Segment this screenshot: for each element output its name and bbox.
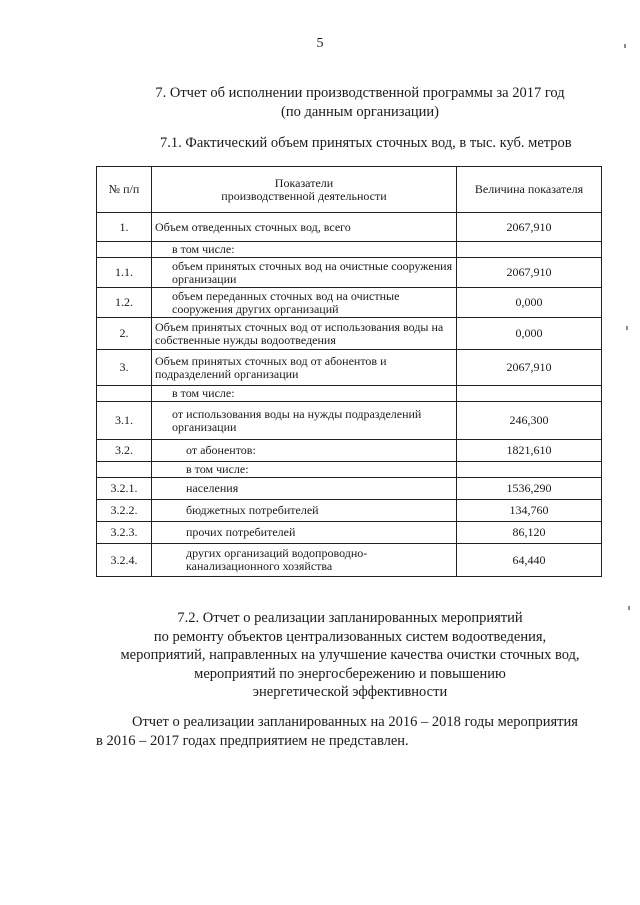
row-num: 3.2.4. xyxy=(97,544,152,577)
row-value: 0,000 xyxy=(457,318,602,350)
row-label: Объем отведенных сточных вод, всего xyxy=(152,213,457,242)
scan-mark xyxy=(624,44,626,48)
table-row xyxy=(97,258,602,288)
section-7-2-line1: 7.2. Отчет о реализации запланированных мероприятий xyxy=(177,610,523,626)
row-value xyxy=(457,462,602,478)
row-label: бюджетных потребителей xyxy=(152,500,457,522)
table-row xyxy=(97,462,602,478)
table-row xyxy=(97,386,602,402)
paragraph-line1: Отчет о реализации запланированных на 2016 – 2018 годы мероприятия xyxy=(132,714,578,730)
row-value: 2067,910 xyxy=(457,213,602,242)
row-label: Объем принятых сточных вод от использования воды на собственные нужды водоотведения xyxy=(152,318,457,350)
row-value: 2067,910 xyxy=(457,350,602,386)
row-num: 3.2. xyxy=(97,440,152,462)
row-num xyxy=(97,462,152,478)
scan-mark xyxy=(626,326,628,330)
row-label: населения xyxy=(152,478,457,500)
row-num: 1.2. xyxy=(97,288,152,318)
table-row xyxy=(97,440,602,462)
row-value: 86,120 xyxy=(457,522,602,544)
row-num xyxy=(97,242,152,258)
header-indicator-line2: производственной деятельности xyxy=(221,188,387,203)
row-num: 3.2.3. xyxy=(97,522,152,544)
row-num: 3.1. xyxy=(97,402,152,440)
row-num: 3. xyxy=(97,350,152,386)
section-7-2-line5: энергетической эффективности xyxy=(252,684,448,700)
section-7-1-title: 7.1. Фактический объем принятых сточных вод, в тыс. куб. метров xyxy=(160,135,572,151)
row-value: 1821,610 xyxy=(457,440,602,462)
header-num: № п/п xyxy=(97,167,152,213)
table-row xyxy=(97,522,602,544)
row-value: 0,000 xyxy=(457,288,602,318)
row-label: от абонентов: xyxy=(152,440,457,462)
report-paragraph xyxy=(96,713,616,751)
table-row xyxy=(97,242,602,258)
row-num xyxy=(97,386,152,402)
header-indicator-line1: Показатели xyxy=(274,175,334,190)
page-number: 5 xyxy=(316,36,324,51)
wastewater-volume-table xyxy=(96,166,602,577)
header-indicator xyxy=(152,167,457,213)
header-value: Величина показателя xyxy=(457,167,602,213)
row-label: в том числе: xyxy=(152,386,457,402)
row-num: 3.2.1. xyxy=(97,478,152,500)
row-value xyxy=(457,386,602,402)
row-label: в том числе: xyxy=(152,462,457,478)
row-value: 246,300 xyxy=(457,402,602,440)
row-num: 1. xyxy=(97,213,152,242)
section-7-2-line4: мероприятий по энергосбережению и повышению xyxy=(194,665,506,682)
row-label: в том числе: xyxy=(152,242,457,258)
row-value: 134,760 xyxy=(457,500,602,522)
row-value: 1536,290 xyxy=(457,478,602,500)
scan-mark xyxy=(628,606,630,610)
table-row xyxy=(97,318,602,350)
section-7-title-line2: (по данным организации) xyxy=(280,104,439,120)
section-7-title xyxy=(100,84,620,122)
row-label: объем переданных сточных вод на очистные сооружения других организаций xyxy=(152,288,457,318)
row-label: Объем принятых сточных вод от абонентов и подразделений организации xyxy=(152,350,457,386)
table-row xyxy=(97,500,602,522)
row-label: прочих потребителей xyxy=(152,522,457,544)
row-value: 64,440 xyxy=(457,544,602,577)
row-num: 3.2.2. xyxy=(97,500,152,522)
row-label: других организаций водопроводно-канализационного хозяйства xyxy=(152,544,457,577)
table-row xyxy=(97,544,602,577)
row-num: 2. xyxy=(97,318,152,350)
row-value: 2067,910 xyxy=(457,258,602,288)
table-header-row xyxy=(97,167,602,213)
row-num: 1.1. xyxy=(97,258,152,288)
row-label: от использования воды на нужды подразделений организации xyxy=(152,402,457,440)
table-row xyxy=(97,213,602,242)
section-7-2-line2: по ремонту объектов централизованных систем водоотведения, xyxy=(153,628,547,645)
section-7-2-line3: мероприятий, направленных на улучшение качества очистки сточных вод, xyxy=(120,647,580,663)
table-row xyxy=(97,402,602,440)
table-row xyxy=(97,350,602,386)
row-label: объем принятых сточных вод на очистные сооружения организации xyxy=(152,258,457,288)
section-7-2-title xyxy=(80,609,620,702)
paragraph-line2: в 2016 – 2017 годах предприятием не представлен. xyxy=(96,733,409,749)
row-value xyxy=(457,242,602,258)
table-row xyxy=(97,478,602,500)
table-row xyxy=(97,288,602,318)
section-7-title-line1: 7. Отчет об исполнении производственной программы за 2017 год xyxy=(155,85,565,101)
